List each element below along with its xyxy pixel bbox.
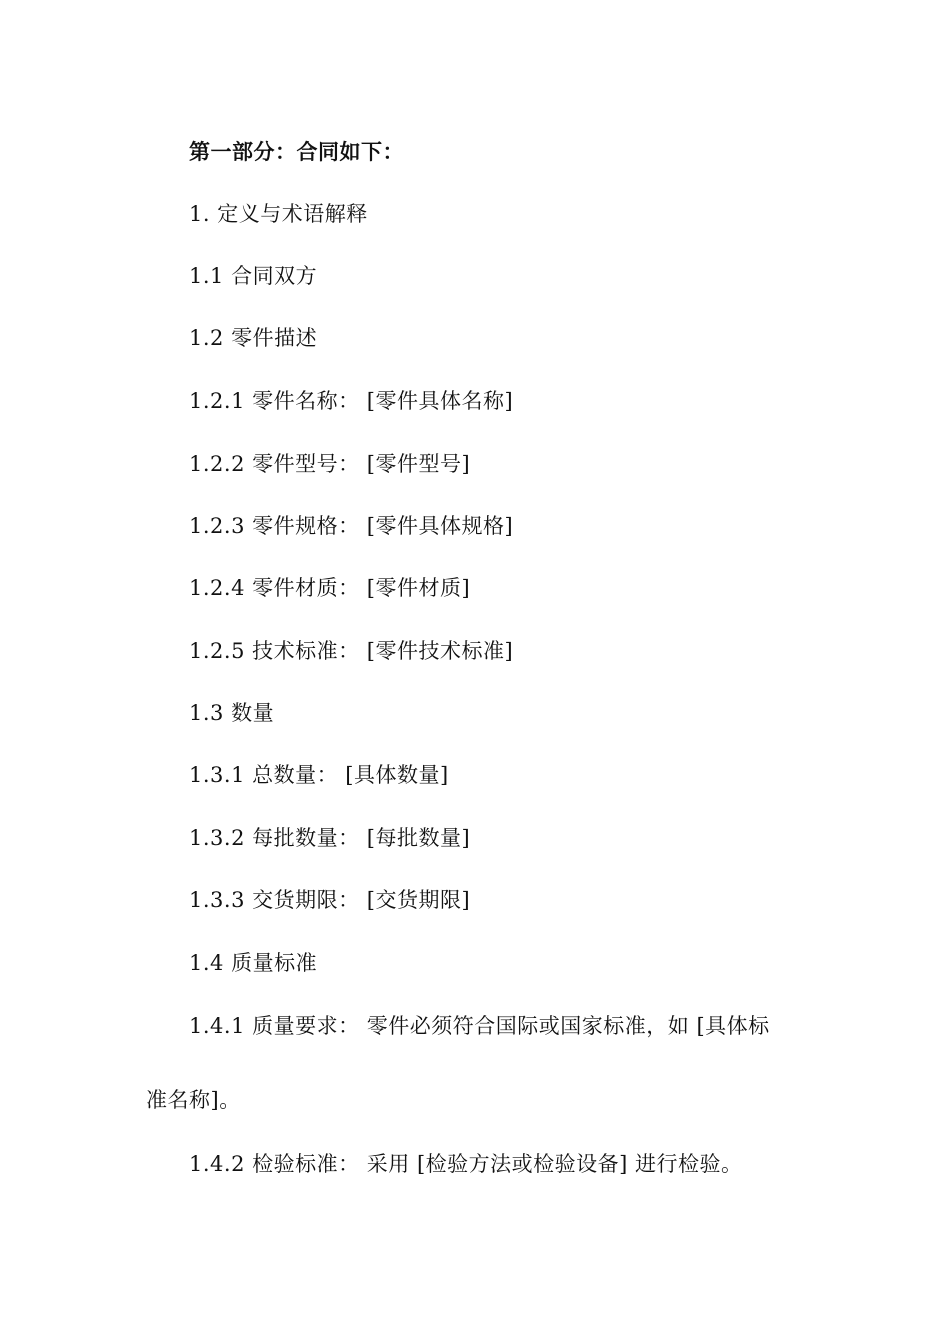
clause-1-3: 1.3 数量 xyxy=(189,701,275,725)
clause-1-2-3: 1.2.3 零件规格： [零件具体规格] xyxy=(189,514,514,538)
clause-1-1: 1.1 合同双方 xyxy=(189,264,318,288)
clause-1-4: 1.4 质量标准 xyxy=(189,951,318,975)
clause-1-3-3: 1.3.3 交货期限： [交货期限] xyxy=(189,888,471,912)
clause-1-2-5: 1.2.5 技术标准： [零件技术标准] xyxy=(189,639,514,663)
clause-1-4-1: 1.4.1 质量要求： 零件必须符合国际或国家标准，如 [具体标 xyxy=(189,1014,770,1038)
clause-1-3-1: 1.3.1 总数量： [具体数量] xyxy=(189,763,449,787)
clause-1-4-1-continuation: 准名称]。 xyxy=(146,1088,241,1112)
clause-1-2-2: 1.2.2 零件型号： [零件型号] xyxy=(189,452,471,476)
clause-1-2: 1.2 零件描述 xyxy=(189,326,318,350)
clause-1-2-1: 1.2.1 零件名称： [零件具体名称] xyxy=(189,389,514,413)
clause-1-2-4: 1.2.4 零件材质： [零件材质] xyxy=(189,576,471,600)
clause-1: 1. 定义与术语解释 xyxy=(189,202,368,226)
clause-1-4-2: 1.4.2 检验标准： 采用 [检验方法或检验设备] 进行检验。 xyxy=(189,1152,743,1176)
clause-1-3-2: 1.3.2 每批数量： [每批数量] xyxy=(189,826,471,850)
section-heading: 第一部分：合同如下： xyxy=(189,140,404,164)
